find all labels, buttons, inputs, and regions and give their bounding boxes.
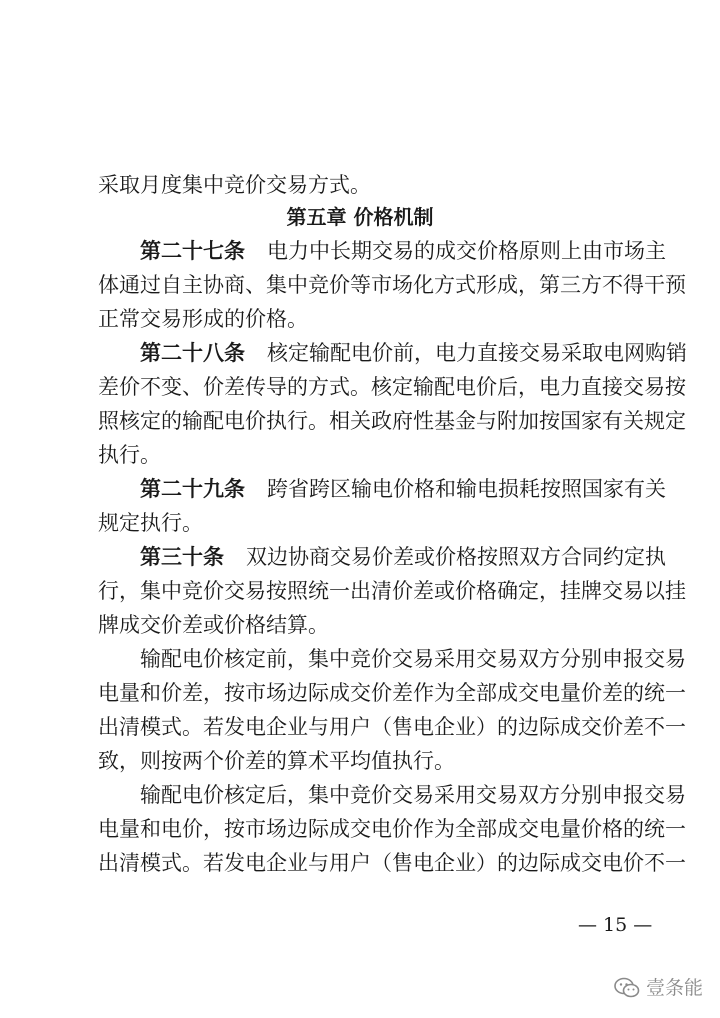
- wechat-icon: [614, 977, 640, 999]
- text-line: 出清模式。若发电企业与用户（售电企业）的边际成交价差不一: [98, 715, 686, 739]
- text-line: 输配电价核定后，集中竞价交易采用交易双方分别申报交易: [140, 783, 686, 807]
- chapter-title: 第五章 价格机制: [286, 205, 434, 229]
- article-label: 第三十条: [140, 545, 224, 569]
- article-label: 第二十七条: [140, 239, 245, 263]
- text-line: 照核定的输配电价执行。相关政府性基金与附加按国家有关规定: [98, 409, 686, 433]
- article-text: 跨省跨区输电价格和输电损耗按照国家有关: [267, 477, 666, 501]
- text-line: 电量和电价，按市场边际成交电价作为全部成交电量价格的统一: [98, 817, 686, 841]
- text-line: 差价不变、价差传导的方式。核定输配电价后，电力直接交易按: [98, 375, 686, 399]
- text-line: 行，集中竞价交易按照统一出清价差或价格确定，挂牌交易以挂: [98, 579, 686, 603]
- text-line: 体通过自主协商、集中竞价等市场化方式形成，第三方不得干预: [98, 273, 686, 297]
- text-line: 规定执行。: [98, 511, 203, 535]
- article-label: 第二十八条: [140, 341, 245, 365]
- text-line: 采取月度集中竞价交易方式。: [98, 173, 371, 197]
- text-line: 牌成交价差或价格结算。: [98, 613, 329, 637]
- text-line: 出清模式。若发电企业与用户（售电企业）的边际成交电价不一: [98, 851, 686, 875]
- watermark: [614, 976, 703, 1000]
- article-line: [140, 474, 666, 504]
- article-text: 双边协商交易价差或价格按照双方合同约定执: [246, 545, 666, 569]
- watermark-text: 壹条能: [646, 977, 704, 999]
- text-line: 致，则按两个价差的算术平均值执行。: [98, 749, 455, 773]
- article-label: 第二十九条: [140, 477, 245, 501]
- article-text: 核定输配电价前，电力直接交易采取电网购销: [267, 341, 687, 365]
- text-line: 执行。: [98, 443, 161, 467]
- article-line: [140, 542, 666, 572]
- text-line: 输配电价核定前，集中竞价交易采用交易双方分别申报交易: [140, 647, 686, 671]
- text-line: 正常交易形成的价格。: [98, 307, 308, 331]
- article-line: [140, 236, 666, 266]
- article-text: 电力中长期交易的成交价格原则上由市场主: [267, 239, 666, 263]
- page-number: — 15 —: [578, 914, 653, 936]
- article-line: [140, 338, 687, 368]
- text-line: 电量和价差，按市场边际成交价差作为全部成交电量价差的统一: [98, 681, 686, 705]
